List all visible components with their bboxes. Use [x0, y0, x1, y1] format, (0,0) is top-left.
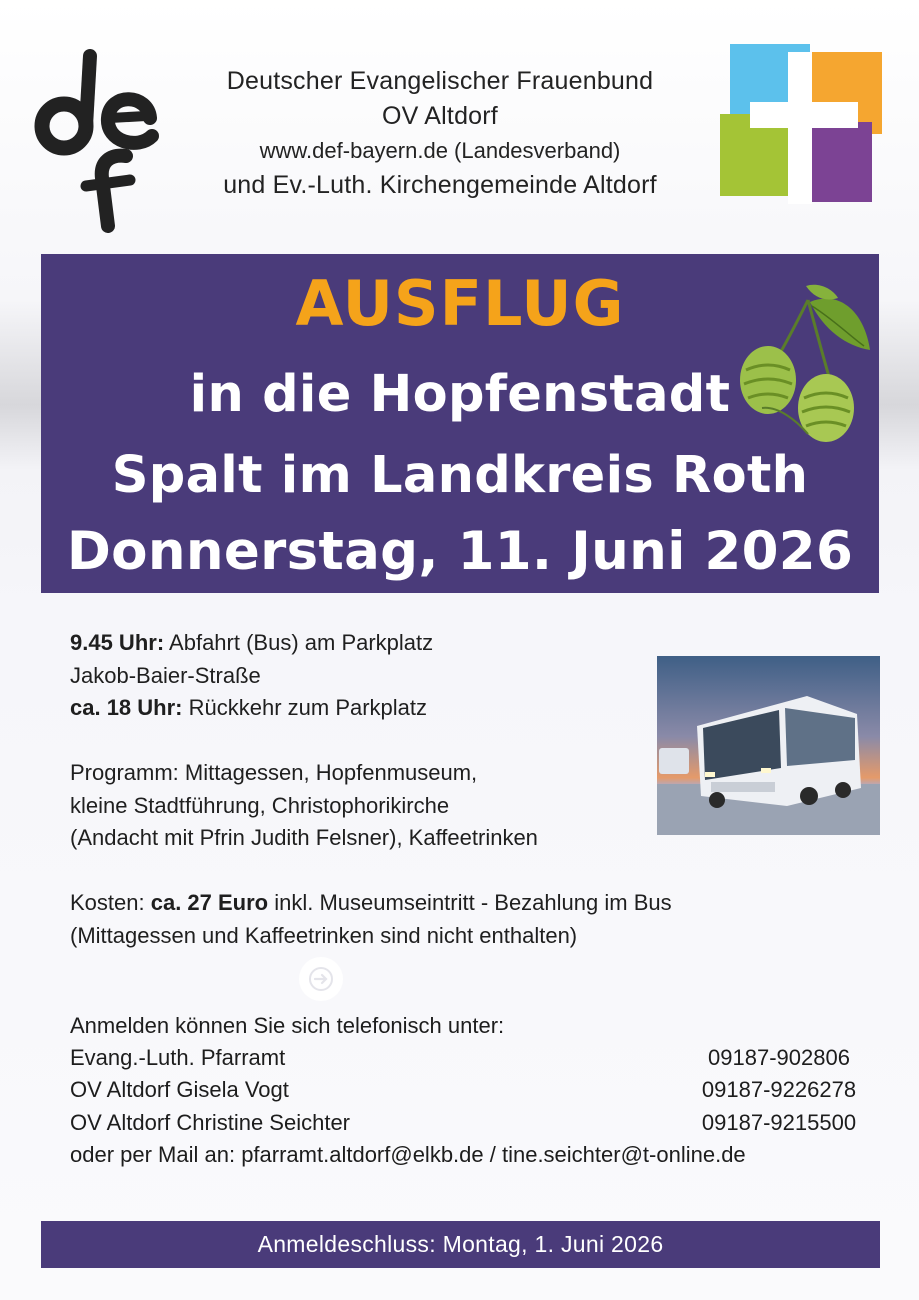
organization-header — [160, 64, 720, 203]
schedule-section — [70, 627, 433, 725]
email-contact-line: oder per Mail an: pfarramt.altdorf@elkb.de / tine.seichter@t-online.de — [70, 1142, 746, 1167]
contact-name: OV Altdorf Gisela Vogt — [70, 1077, 289, 1102]
organization-branch: OV Altdorf — [382, 102, 498, 130]
costs-section — [70, 887, 672, 952]
event-subtitle-location: Spalt im Landkreis Roth — [111, 446, 809, 505]
costs-label: Kosten: — [70, 890, 151, 915]
event-title: AUSFLUG — [295, 267, 625, 340]
contact-phone[interactable]: 09187-902806 — [708, 1045, 850, 1070]
departure-text: Abfahrt (Bus) am Parkplatz — [164, 630, 434, 655]
registration-intro: Anmelden können Sie sich telefonisch unter: — [70, 1013, 505, 1038]
return-line — [70, 692, 433, 725]
registration-deadline: Anmeldeschluss: Montag, 1. Juni 2026 — [41, 1221, 880, 1268]
departure-time: 9.45 Uhr: — [70, 630, 165, 655]
costs-line — [70, 887, 672, 920]
church-cross-logo — [716, 40, 884, 206]
contact-phone[interactable]: 09187-9226278 — [701, 1077, 857, 1102]
partner-parish: und Ev.-Luth. Kirchengemeinde Altdorf — [223, 171, 657, 199]
return-text: Rückkehr zum Parkplatz — [182, 695, 428, 720]
costs-details: inkl. Museumseintritt - Bezahlung im Bus — [268, 890, 672, 915]
bus-photo — [657, 656, 880, 835]
contact-name: Evang.-Luth. Pfarramt — [70, 1045, 286, 1070]
costs-amount: ca. 27 Euro — [150, 890, 269, 915]
contact-phone[interactable]: 09187-9215500 — [701, 1110, 857, 1135]
contact-name: OV Altdorf Christine Seichter — [70, 1110, 351, 1135]
event-subtitle-destination: in die Hopfenstadt — [189, 365, 731, 424]
organization-website: www.def-bayern.de (Landesverband) — [259, 138, 621, 163]
organization-name: Deutscher Evangelischer Frauenbund — [226, 67, 654, 95]
departure-line — [70, 627, 433, 660]
hops-illustration — [738, 280, 878, 450]
costs-note: (Mittagessen und Kaffeetrinken sind nicht enthalten) — [70, 922, 578, 948]
program-section — [70, 757, 538, 855]
event-date: Donnerstag, 11. Juni 2026 — [66, 521, 854, 582]
return-time: ca. 18 Uhr: — [70, 695, 183, 720]
program-line: (Andacht mit Pfrin Judith Felsner), Kaffeetrinken — [70, 825, 538, 850]
program-line: Programm: Mittagessen, Hopfenmuseum, — [70, 760, 478, 785]
arrow-right-circle-icon — [308, 966, 334, 992]
departure-street: Jakob-Baier-Straße — [70, 662, 261, 688]
next-arrow-button[interactable] — [299, 957, 343, 1001]
program-line: kleine Stadtführung, Christophorikirche — [70, 792, 450, 818]
def-logo — [30, 38, 160, 233]
